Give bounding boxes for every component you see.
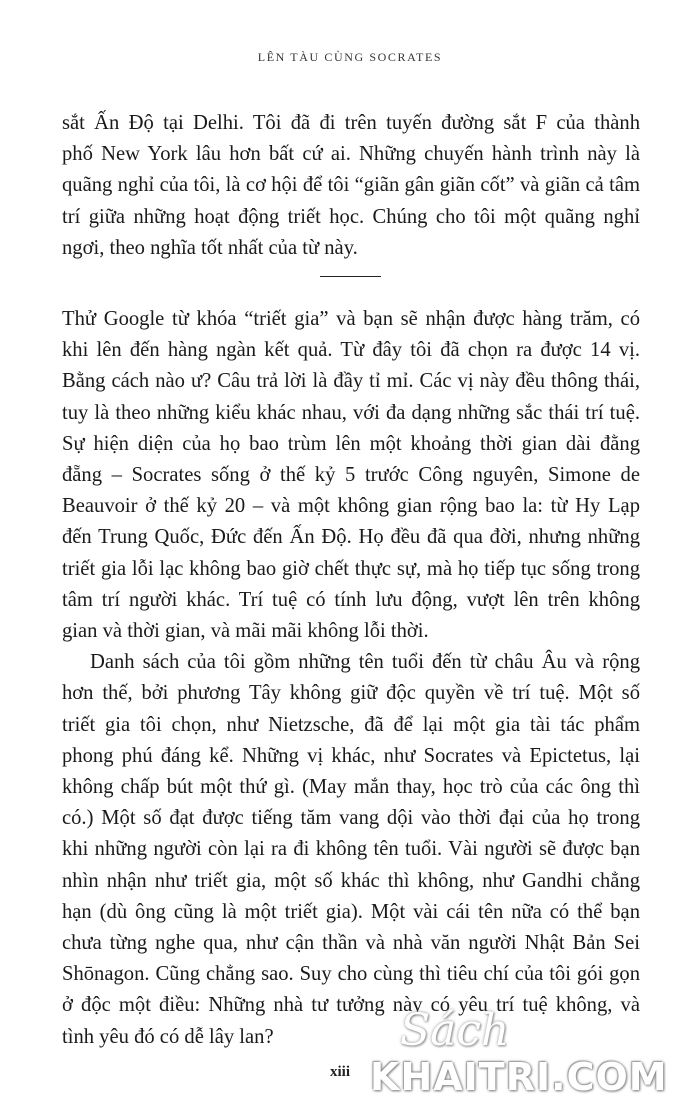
text-line: đến Trung Quốc, Đức đến Ấn Độ. Họ đều đã qua đời, nhưng những: [62, 526, 640, 549]
watermark-logo: [370, 1005, 690, 1115]
text-line: khi những người còn lại ra đi không tên tuổi. Vài người sẽ được bạn: [62, 838, 640, 861]
text-line: tuy là theo những kiểu khác nhau, với đa dạng những sắc thái trí tuệ.: [62, 401, 640, 424]
text-line: Bằng cách nào ư? Câu trả lời là đầy tỉ mỉ. Các vị này đều thông thái,: [62, 370, 640, 393]
text-line: ở độc một điều: Những nhà tư tưởng này có yêu trí tuệ không, và: [62, 994, 640, 1017]
text-line: nhìn nhận như triết gia, một số khác thì không, như Gandhi chẳng: [62, 869, 640, 892]
text-line: có.) Một số đạt được tiếng tăm vang dội vào thời đại của họ trong: [62, 807, 640, 830]
text-line: trí giữa những hoạt động triết học. Chúng cho tôi một quãng nghỉ: [62, 205, 640, 228]
paragraph: [62, 304, 640, 647]
text-line: Danh sách của tôi gồm những tên tuổi đến từ châu Âu và rộng: [90, 651, 640, 674]
text-line: phong phú đáng kể. Những vị khác, như Socrates và Epictetus, lại: [62, 744, 640, 767]
text-line: ngơi, theo nghĩa tốt nhất của từ này.: [62, 236, 358, 259]
text-line: sắt Ấn Độ tại Delhi. Tôi đã đi trên tuyến đường sắt F của thành: [62, 112, 640, 134]
text-line: chưa từng nghe qua, như cận thần và nhà văn người Nhật Bản Sei: [62, 932, 640, 955]
text-line: khi lên đến hàng ngàn kết quả. Từ đây tôi đã chọn ra được 14 vị.: [62, 339, 640, 362]
text-line: không chấp bút một thứ gì. (May mắn thay, học trò của các ông thì: [62, 776, 640, 799]
body-text: [62, 304, 640, 1053]
section-divider: [320, 276, 381, 277]
text-line: đẵng – Socrates sống ở thế kỷ 5 trước Công nguyên, Simone de: [62, 464, 640, 487]
paragraph: [62, 647, 640, 1053]
watermark-site-text: KHAITRI.COM: [370, 1055, 668, 1099]
text-line: triết gia tôi chọn, như Nietzsche, đã để lại một gia tài tác phẩm: [62, 713, 640, 736]
page-number: xiii: [329, 1064, 350, 1080]
text-line: triết gia lỗi lạc không bao giờ chết thực sự, mà họ tiếp tục sống trong: [62, 557, 640, 580]
text-line: Shōnagon. Cũng chẳng sao. Suy cho cùng thì tiêu chí của tôi gói gọn: [62, 963, 640, 986]
text-line: phố New York lâu hơn bất cứ ai. Những chuyến hành trình này là: [62, 143, 640, 166]
text-line: tâm trí người khác. Trí tuệ có tính lưu động, vượt lên trên không: [62, 588, 640, 611]
watermark-script-text: Sách: [400, 1005, 510, 1056]
text-line: tình yêu đó có dễ lây lan?: [62, 1025, 274, 1048]
text-line: Thử Google từ khóa “triết gia” và bạn sẽ nhận được hàng trăm, có: [62, 308, 640, 330]
text-line: gian và thời gian, và mãi mãi không lỗi thời.: [62, 620, 429, 643]
text-line: Sự hiện diện của họ bao trùm lên một khoảng thời gian dài đằng: [62, 432, 640, 455]
text-line: hạn (dù ông cũng là một triết gia). Một vài cái tên nữa có thể bạn: [62, 900, 640, 923]
running-head: LÊN TÀU CÙNG SOCRATES: [257, 50, 443, 64]
text-line: Beauvoir ở thế kỷ 20 – và một không gian rộng bao la: từ Hy Lạp: [62, 495, 640, 518]
paragraph-continuation: [62, 108, 640, 264]
text-line: hơn thế, bởi phương Tây không giữ độc quyền về trí tuệ. Một số: [62, 682, 640, 705]
text-line: quãng nghỉ của tôi, là cơ hội để tôi “giãn gân giãn cốt” và giãn cả tâm: [62, 174, 640, 197]
